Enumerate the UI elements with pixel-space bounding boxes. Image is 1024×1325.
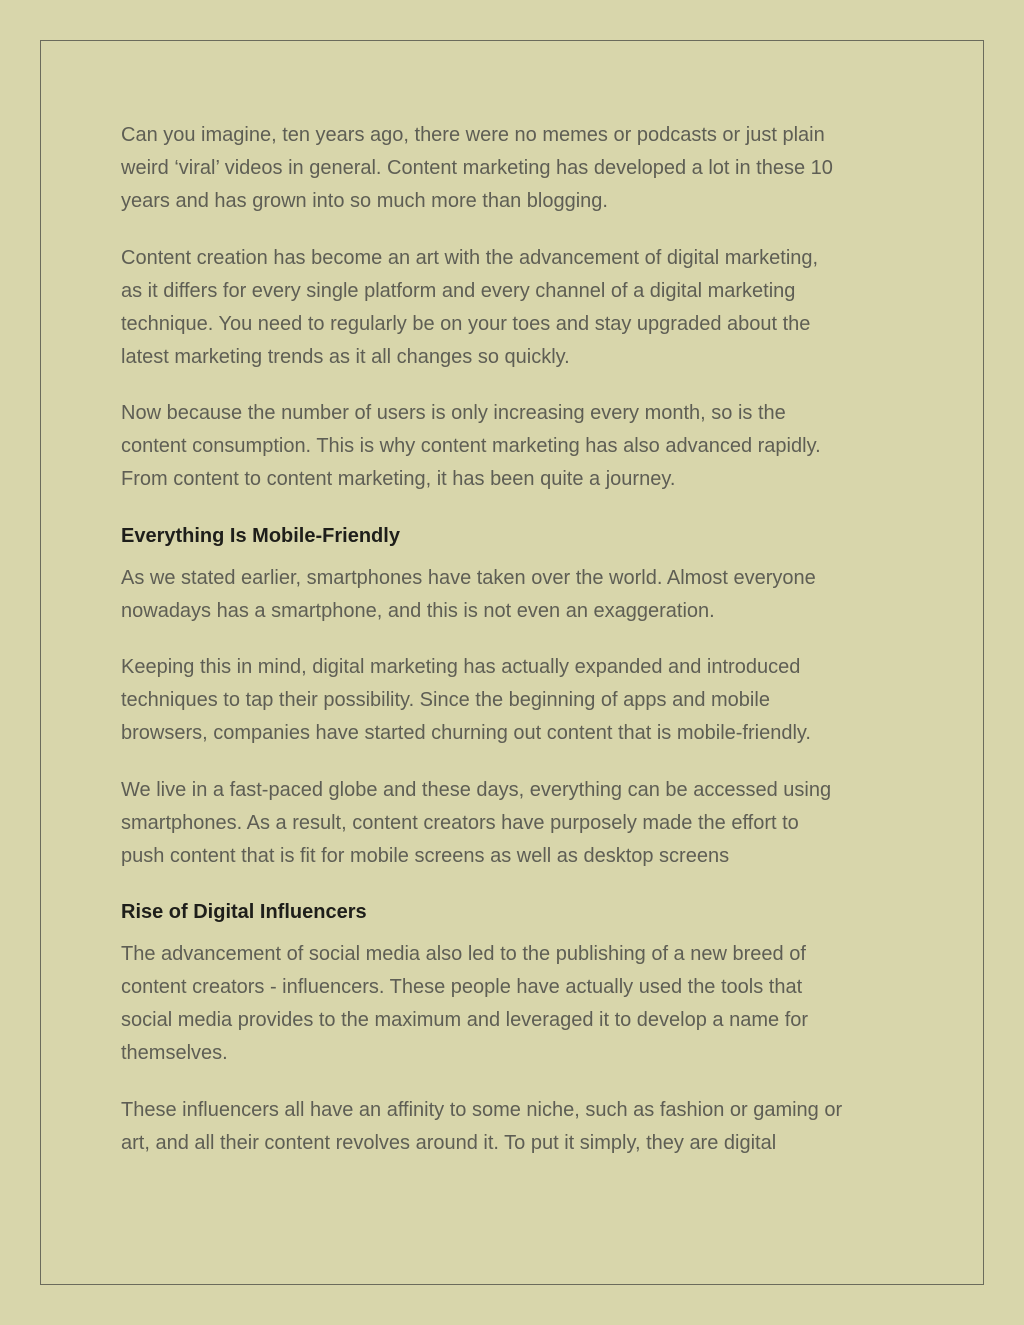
text-line: browsers, companies have started churning out content that is mobile-friendly. bbox=[121, 722, 811, 744]
heading-text: Rise of Digital Influencers bbox=[121, 901, 367, 923]
text-line: themselves. bbox=[121, 1042, 228, 1064]
paragraph-content-creation bbox=[121, 242, 901, 374]
text-line: weird ‘viral’ videos in general. Content marketing has developed a lot in these 10 bbox=[121, 157, 833, 179]
text-line: techniques to tap their possibility. Since the beginning of apps and mobile bbox=[121, 689, 770, 711]
text-line: From content to content marketing, it has been quite a journey. bbox=[121, 468, 676, 490]
text-line: content consumption. This is why content marketing has also advanced rapidly. bbox=[121, 435, 821, 457]
text-line: Keeping this in mind, digital marketing has actually expanded and introduced bbox=[121, 656, 801, 678]
text-line: social media provides to the maximum and leveraged it to develop a name for bbox=[121, 1009, 809, 1031]
text-line: The advancement of social media also led to the publishing of a new breed of bbox=[121, 943, 806, 965]
text-line: As we stated earlier, smartphones have taken over the world. Almost everyone bbox=[121, 566, 816, 589]
section-heading-influencers bbox=[121, 896, 901, 929]
heading-text: Everything Is Mobile-Friendly bbox=[121, 524, 400, 547]
text-line: push content that is fit for mobile screens as well as desktop screens bbox=[121, 844, 730, 867]
section-heading-mobile-friendly bbox=[121, 520, 901, 553]
paragraph-niche bbox=[121, 1094, 901, 1160]
paragraph-smartphones bbox=[121, 562, 901, 628]
text-line: nowadays has a smartphone, and this is not even an exaggeration. bbox=[121, 599, 715, 622]
text-line: These influencers all have an affinity to some niche, such as fashion or gaming or bbox=[121, 1098, 843, 1121]
paragraph-social-media bbox=[121, 938, 901, 1070]
text-line: smartphones. As a result, content creators have purposely made the effort to bbox=[121, 811, 799, 834]
text-line: technique. You need to regularly be on your toes and stay upgraded about the bbox=[121, 312, 811, 335]
text-line: Content creation has become an art with the advancement of digital marketing, bbox=[121, 246, 819, 269]
text-line: years and has grown into so much more than blogging. bbox=[121, 190, 608, 212]
text-line: latest marketing trends as it all changes so quickly. bbox=[121, 345, 570, 368]
text-line: content creators - influencers. These people have actually used the tools that bbox=[121, 976, 803, 998]
text-line: We live in a fast-paced globe and these days, everything can be accessed using bbox=[121, 778, 832, 801]
paragraph-users-increasing bbox=[121, 397, 901, 496]
text-line: Can you imagine, ten years ago, there were no memes or podcasts or just plain bbox=[121, 124, 825, 146]
paragraph-keeping-in-mind bbox=[121, 651, 901, 750]
text-line: art, and all their content revolves around it. To put it simply, they are digital bbox=[121, 1131, 777, 1154]
text-line: Now because the number of users is only increasing every month, so is the bbox=[121, 402, 786, 424]
paragraph-fast-paced bbox=[121, 774, 901, 873]
text-line: as it differs for every single platform and every channel of a digital marketing bbox=[121, 279, 796, 302]
document-body bbox=[121, 119, 901, 1183]
paragraph-intro bbox=[121, 119, 901, 218]
